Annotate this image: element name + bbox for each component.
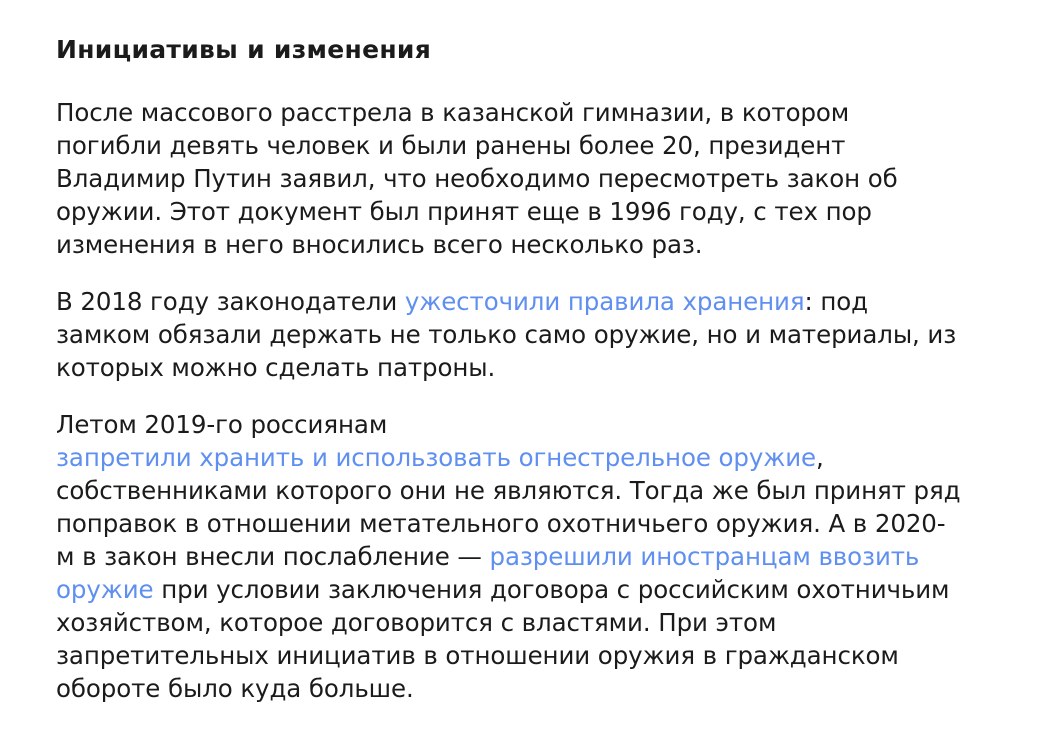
paragraph-3-line-6 <box>56 573 1006 606</box>
section-heading: Инициативы и изменения <box>56 35 432 64</box>
paragraph-2-text: : под <box>804 287 869 316</box>
paragraph-2-text: В 2018 году законодатели <box>56 287 405 316</box>
paragraph-3-line-4: поправок в отношении метательного охотничьего оружия. А в 2020- <box>56 509 946 538</box>
paragraph-2 <box>56 285 1006 384</box>
paragraph-3-line-1: Летом 2019-го россиянам <box>56 410 388 439</box>
paragraph-3-text: при условии заключения договора с российским охотничьим <box>153 575 950 604</box>
article-section <box>56 30 1006 729</box>
firearms-ban-link[interactable]: запретили хранить и использовать огнестрельное оружие <box>56 443 817 472</box>
paragraph-1-line-1: После массового расстрела в казанской гимназии, в котором <box>56 98 850 127</box>
paragraph-3-line-2 <box>56 441 1006 474</box>
paragraph-3-line-3: собственниками которого они не являются. Тогда же был принят ряд <box>56 476 961 505</box>
paragraph-3-line-5 <box>56 540 1006 573</box>
paragraph-3-text: м в закон внесли послабление — <box>56 542 490 571</box>
paragraph-2-line-2: замком обязали держать не только само оружие, но и материалы, из <box>56 320 957 349</box>
paragraph-3-line-9: обороте было куда больше. <box>56 674 414 703</box>
paragraph-1-line-5: изменения в него вносились всего несколько раз. <box>56 230 703 259</box>
paragraph-3-text: , <box>816 443 824 472</box>
paragraph-1-line-2: погибли девять человек и были ранены более 20, президент <box>56 131 846 160</box>
paragraph-2-line-3: которых можно сделать патроны. <box>56 353 496 382</box>
paragraph-1 <box>56 96 1006 261</box>
paragraph-1-line-4: оружии. Этот документ был принят еще в 1996 году, с тех пор <box>56 197 872 226</box>
paragraph-3-line-8: запретительных инициатив в отношении оружия в гражданском <box>56 641 899 670</box>
foreigners-import-link-cont[interactable]: оружие <box>56 575 154 604</box>
paragraph-2-line-1 <box>56 285 1006 318</box>
paragraph-3 <box>56 408 1006 705</box>
foreigners-import-link[interactable]: разрешили иностранцам ввозить <box>489 542 920 571</box>
paragraph-1-line-3: Владимир Путин заявил, что необходимо пересмотреть закон об <box>56 164 898 193</box>
storage-rules-link[interactable]: ужесточили правила хранения <box>404 287 805 316</box>
paragraph-3-line-7: хозяйством, которое договорится с властями. При этом <box>56 608 777 637</box>
